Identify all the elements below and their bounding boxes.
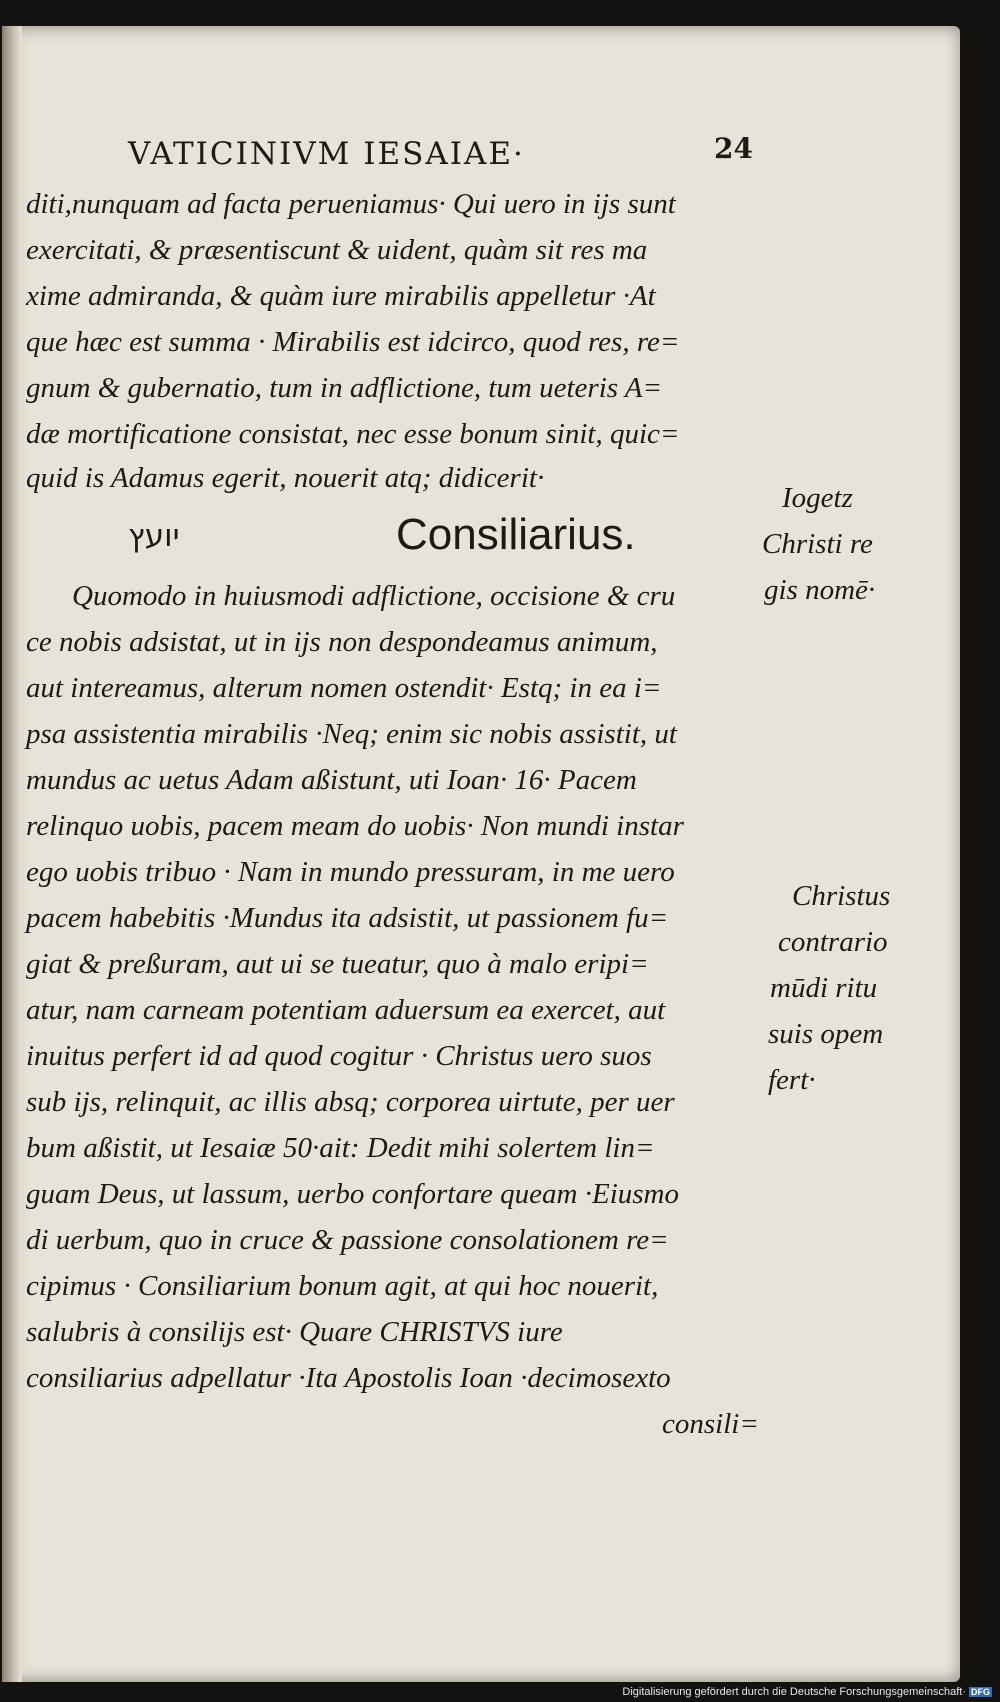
- text-line: sub ijs, relinquit, ac illis absq; corporea uirtute, per uer: [26, 1086, 675, 1118]
- section-heading: [2, 510, 762, 570]
- margin-note-line: mūdi ritu: [770, 972, 878, 1004]
- text-line: di uerbum, quo in cruce & passione consolationem re=: [26, 1224, 669, 1256]
- digitization-credit: [622, 1686, 992, 1698]
- text-line: guam Deus, ut lassum, uerbo confortare queam ·Eiusmo: [26, 1178, 679, 1210]
- margin-note-line: Iogetz: [782, 482, 853, 514]
- text-line: giat & preßuram, aut ui se tueatur, quo à malo eripi=: [26, 948, 649, 980]
- text-line: mundus ac uetus Adam aßistunt, uti Ioan· 16· Pacem: [26, 764, 637, 796]
- text-line: relinquo uobis, pacem meam do uobis· Non mundi instar: [26, 810, 684, 842]
- margin-note-line: Christi re: [762, 528, 873, 560]
- credit-text: Digitalisierung gefördert durch die Deutsche Forschungsgemeinschaft·: [622, 1686, 966, 1698]
- text-line: xime admiranda, & quàm iure mirabilis appelletur ·At: [26, 280, 656, 312]
- margin-note-line: contrario: [778, 926, 888, 958]
- text-line: ce nobis adsistat, ut in ijs non despondeamus animum,: [26, 626, 658, 658]
- page-number: 24: [714, 132, 753, 165]
- text-line: psa assistentia mirabilis ·Neq; enim sic nobis assistit, ut: [26, 718, 677, 750]
- text-line: gnum & gubernatio, tum in adflictione, tum ueteris A=: [26, 372, 663, 404]
- running-head-title: VATICINIVM IESAIAE·: [128, 136, 525, 172]
- margin-note-line: gis nomē·: [764, 574, 876, 606]
- page-binding-shadow: [2, 26, 22, 1682]
- text-line: quid is Adamus egerit, nouerit atq; didicerit·: [26, 462, 545, 494]
- text-line: exercitati, & præsentiscunt & uident, quàm sit res ma: [26, 234, 648, 266]
- margin-note-line: suis opem: [768, 1018, 884, 1050]
- text-line: ego uobis tribuo · Nam in mundo pressuram, in me uero: [26, 856, 675, 888]
- text-line: pacem habebitis ·Mundus ita adsistit, ut passionem fu=: [26, 902, 669, 934]
- section-title: Consiliarius.: [396, 510, 636, 559]
- text-line: inuitus perfert id ad quod cogitur · Christus uero suos: [26, 1040, 652, 1072]
- catchword: consili=: [662, 1408, 759, 1440]
- text-line: que hæc est summa · Mirabilis est idcirco, quod res, re=: [26, 326, 680, 358]
- margin-note-line: fert·: [768, 1064, 816, 1096]
- text-line: cipimus · Consiliarium bonum agit, at qui hoc nouerit,: [26, 1270, 659, 1302]
- margin-note-line: Christus: [792, 880, 891, 912]
- text-line: atur, nam carneam potentiam aduersum ea exercet, aut: [26, 994, 666, 1026]
- text-line: dæ mortificatione consistat, nec esse bonum sinit, quic=: [26, 418, 680, 450]
- book-page: [2, 26, 960, 1682]
- text-line: consiliarius adpellatur ·Ita Apostolis Ioan ·decimosexto: [26, 1362, 671, 1394]
- text-line: Quomodo in huiusmodi adflictione, occisione & cru: [72, 580, 676, 612]
- hebrew-heading: יועץ: [128, 518, 180, 554]
- text-line: aut intereamus, alterum nomen ostendit· Estq; in ea i=: [26, 672, 662, 704]
- text-line: bum aßistit, ut Iesaiæ 50·ait: Dedit mihi solertem lin=: [26, 1132, 655, 1164]
- text-line: salubris à consilijs est· Quare CHRISTVS iure: [26, 1316, 563, 1348]
- dfg-logo-icon: DFG: [971, 1687, 990, 1698]
- text-line: diti,nunquam ad facta perueniamus· Qui uero in ijs sunt: [26, 188, 676, 220]
